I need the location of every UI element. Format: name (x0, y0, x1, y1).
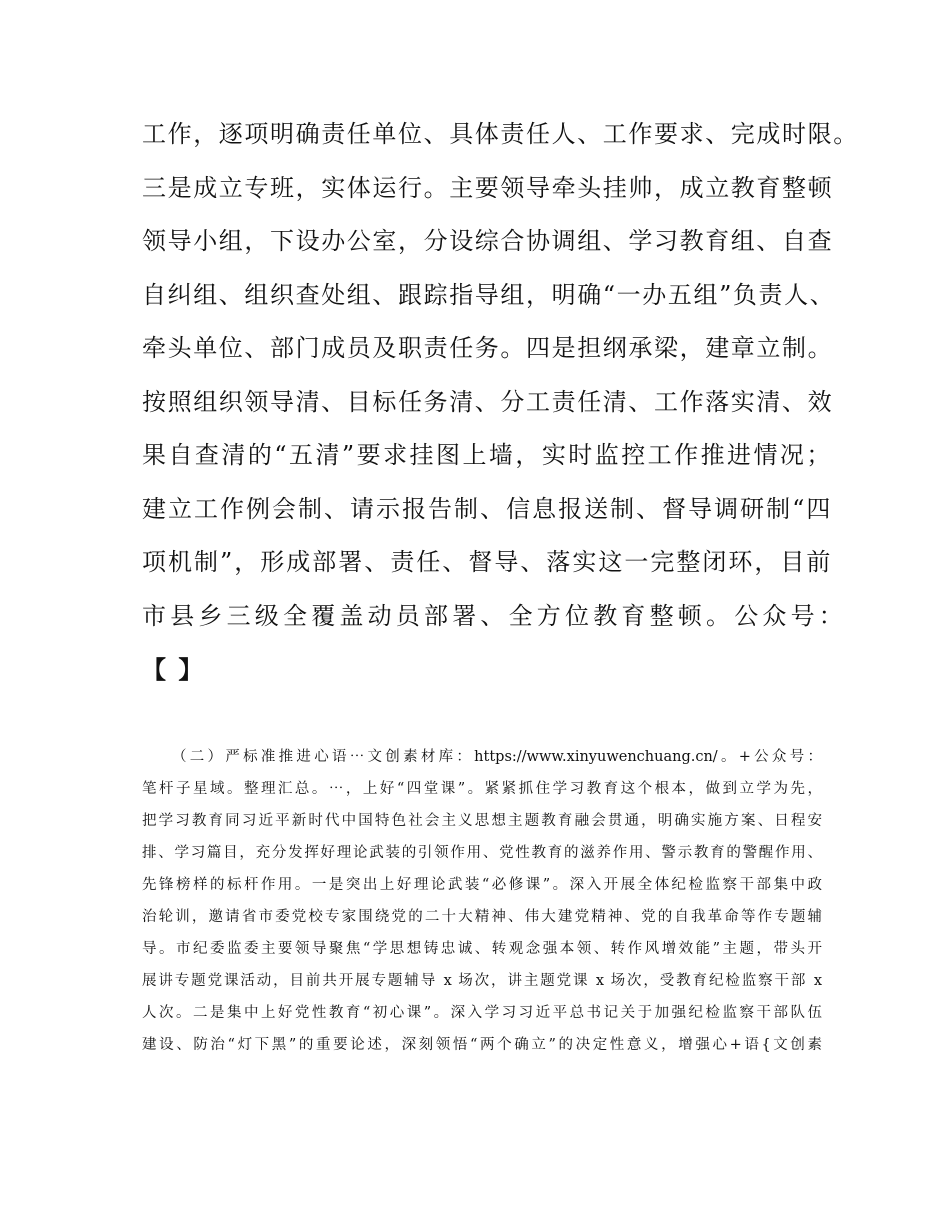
paragraph-line: 先锋榜样的标杆作用。一是突出上好理论武装“必修课”。深入开展全体纪检监察干部集中政 (142, 877, 822, 893)
paragraph-line: 导。市纪委监委主要领导聚焦“学思想铸忠诚、转观念强本领、转作风增效能”主题，带头开 (142, 941, 822, 957)
paragraph-line: 自纠组、组织查处组、跟踪指导组，明确“一办五组”负责人、 (142, 280, 836, 309)
paragraph-line: 三是成立专班，实体运行。主要领导牵头挂帅，成立教育整顿 (142, 173, 834, 202)
paragraph-line: 牵头单位、部门成员及职责任务。四是担纲承梁，建章立制。 (142, 334, 834, 362)
paragraph-line: 排、学习篇目，充分发挥好理论武装的引领作用、党性教育的滋养作用、警示教育的警醒作用、 (142, 845, 822, 861)
paragraph-line: 治轮训，邀请省市委党校专家围绕党的二十大精神、伟大建党精神、党的自我革命等作专题辅 (142, 909, 822, 925)
large-text-section (142, 108, 859, 697)
paragraph-line: 领导小组，下设办公室，分设综合协调组、学习教育组、自查 (142, 227, 834, 255)
paragraph-line: 建设、防治“灯下黑”的重要论述，深刻领悟“两个确立”的决定性意义，增强心+语{文创素 (142, 1037, 822, 1053)
section-heading-line: （二）严标准推进心语⋯文创素材库：https://www.xinyuwenchuang.cn/。+公众号： (172, 749, 822, 765)
paragraph-line: 市县乡三级全覆盖动员部署、全方位教育整顿。公众号： (142, 601, 847, 630)
paragraph-line: 人次。二是集中上好党性教育“初心课”。深入学习习近平总书记关于加强纪检监察干部队伍 (142, 1005, 822, 1021)
paragraph-line: 建立工作例会制、请示报告制、信息报送制、督导调研制“四 (142, 494, 832, 523)
paragraph-line: 按照组织领导清、目标任务清、分工责任清、工作落实清、效 (142, 387, 834, 416)
paragraph-line: 果自查清的“五清”要求挂图上墙，实时监控工作推进情况； (142, 441, 832, 469)
paragraph-line: 笔杆子星域。整理汇总。⋯，上好“四堂课”。紧紧抓住学习教育这个根本，做到立学为先， (142, 781, 822, 797)
paragraph-line: 展讲专题党课活动，目前共开展专题辅导 x 场次，讲主题党课 x 场次，受教育纪检监察干部 x (142, 973, 822, 989)
paragraph-line: 工作，逐项明确责任单位、具体责任人、工作要求、完成时限。 (142, 120, 859, 148)
paragraph-line: 项机制”，形成部署、责任、督导、落实这一完整闭环，目前 (142, 548, 832, 576)
small-text-section (142, 741, 822, 1061)
paragraph-line: 把学习教育同习近平新时代中国特色社会主义思想主题教育融会贯通，明确实施方案、日程安 (142, 813, 822, 829)
bracket-placeholder: 【 】 (142, 655, 205, 684)
